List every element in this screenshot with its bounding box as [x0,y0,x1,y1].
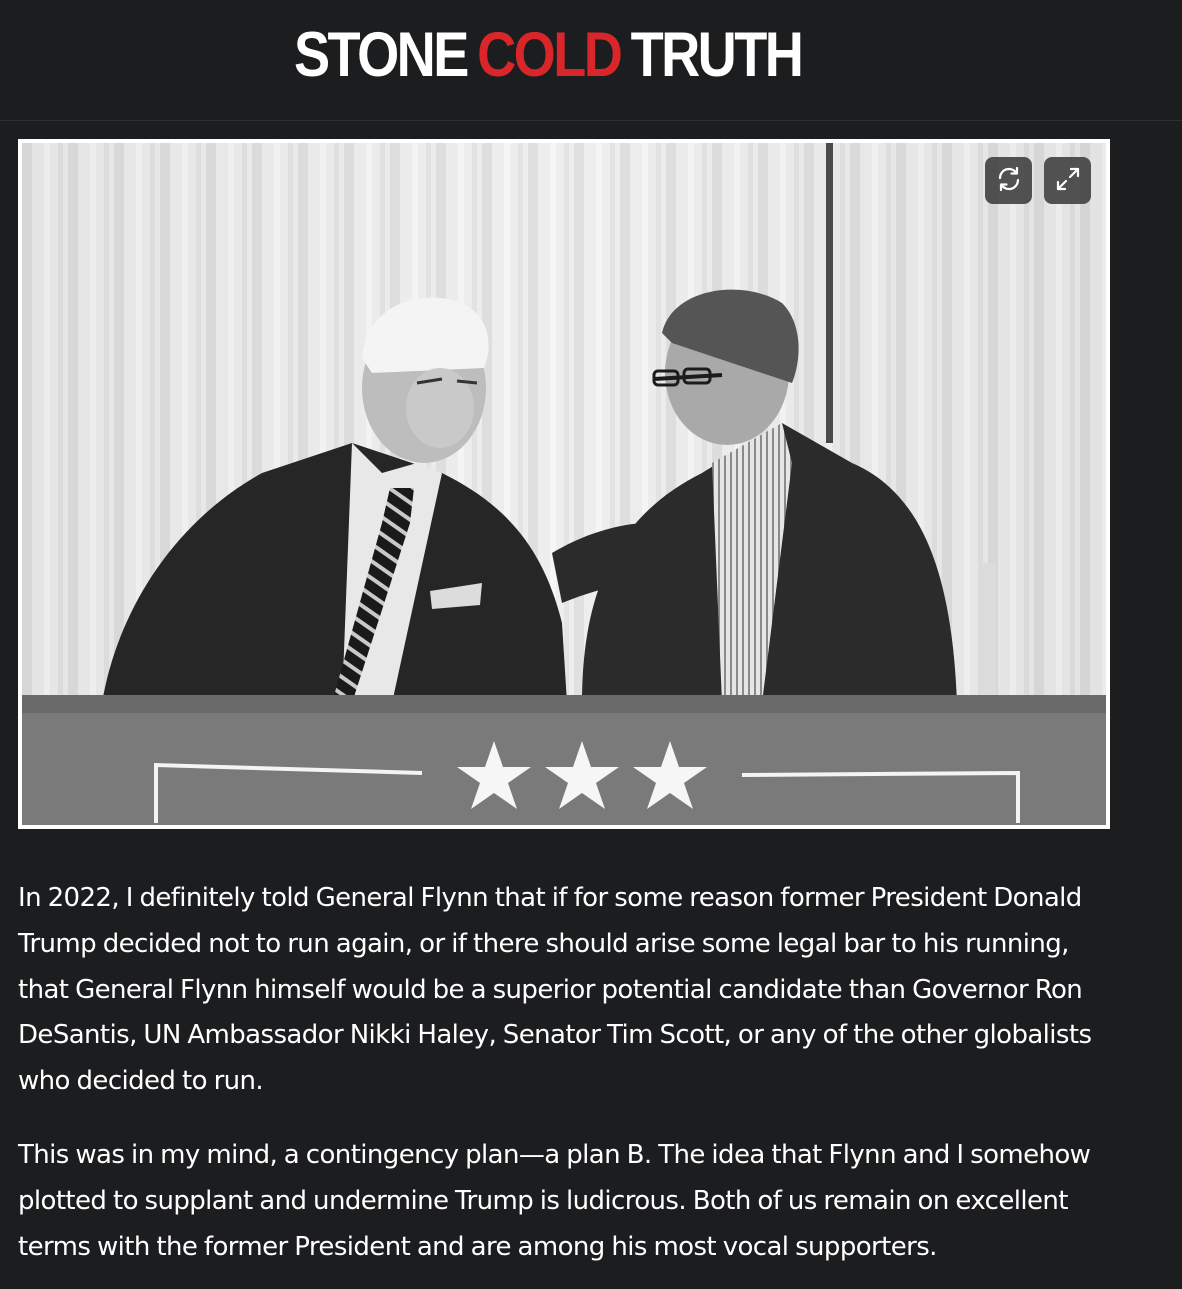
site-header [0,0,1182,121]
site-logo[interactable] [294,20,802,90]
logo-word-truth: TRUTH [630,20,802,90]
logo-word-stone: STONE [294,20,467,90]
article-paragraph-2: This was in my mind, a contingency plan—a plan B. The idea that Flynn and I somehow plotted to supplant and undermine Trump is ludicrous. Both of us remain on excellent terms with the former President and are among his most vocal supporters. [18,1139,1091,1262]
refresh-image-button[interactable] [985,157,1032,204]
hero-photo-illustration [22,143,1106,825]
expand-icon [1054,165,1082,197]
article-paragraph-1: In 2022, I definitely told General Flynn that if for some reason former President Donald Trump decided not to run again, or if there should arise some legal bar to his running, that General Flynn himself would be a superior potential candidate than Governor Ron DeSantis, UN Ambassador Nikki Haley, Senator Tim Scott, or any of the other globalists who decided to run. [18,883,1092,1097]
hero-photo-frame [18,139,1110,829]
expand-image-button[interactable] [1044,157,1091,204]
refresh-icon [995,165,1023,197]
hero-photo [22,143,1106,825]
logo-word-cold: COLD [477,20,621,90]
article-body [18,876,1118,1270]
